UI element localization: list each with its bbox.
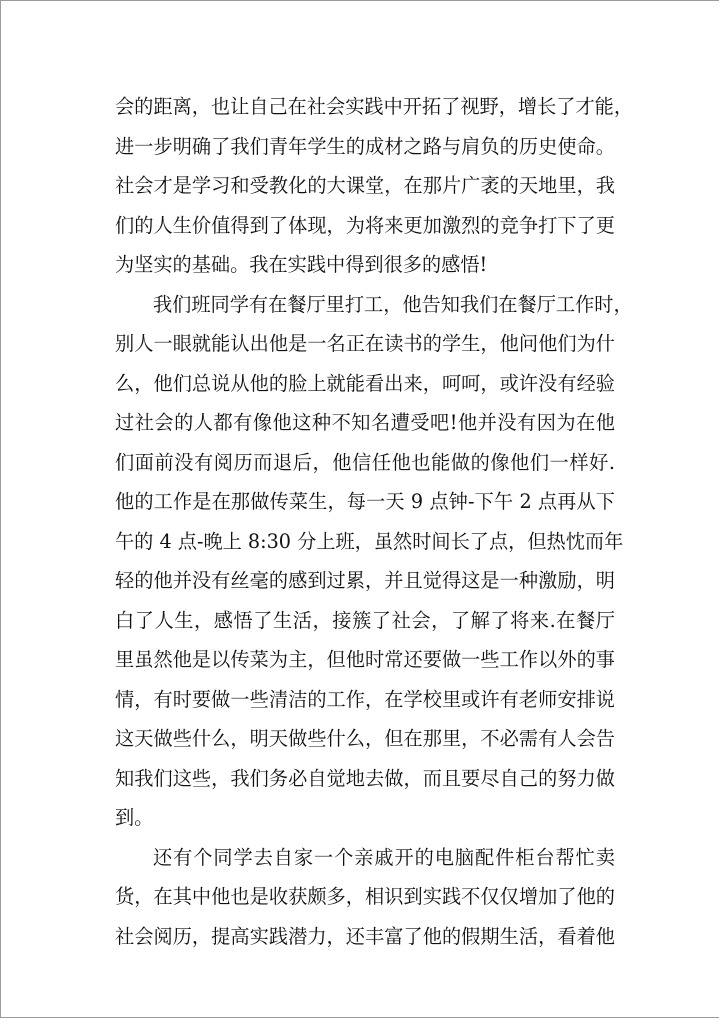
text-line: 别人一眼就能认出他是一名正在读书的学生，他问他们为什 [115,332,615,355]
text-line: 过社会的人都有像他这种不知名遭受吧!他并没有因为在他 [115,411,615,434]
text-line: 社会阅历，提高实践潜力，还丰富了他的假期生活，看着他 [115,924,615,948]
document-body [115,87,634,956]
paragraph-2 [115,285,633,838]
text-line: 么，他们总说从他的脸上就能看出来，呵呵，或许没有经验 [115,371,615,395]
text-line: 午的 4 点-晚上 8:30 分上班，虽然时间长了点，但热忱而年 [115,529,624,553]
text-line: 会的距离，也让自己在社会实践中开拓了视野，增长了才能， [115,95,634,118]
paragraph-3 [115,838,615,957]
text-line: 我们班同学有在餐厅里打工，他告知我们在餐厅工作时， [153,292,633,316]
text-line: 还有个同学去自家一个亲戚开的电脑配件柜台帮忙卖 [153,845,615,869]
text-line: 轻的他并没有丝毫的感到过累，并且觉得这是一种激励，明 [115,569,615,592]
text-line: 们的人生价值得到了体现，为将来更加激烈的竞争打下了更 [115,213,615,237]
text-line: 白了人生，感悟了生活，接簇了社会，了解了将来.在餐厅 [115,608,615,632]
text-line: 这天做些什么，明天做些什么，但在那里，不必需有人会告 [115,727,615,750]
text-line: 为坚实的基础。我在实践中得到很多的感悟! [115,253,488,276]
text-line: 知我们这些，我们务必自觉地去做，而且要尽自己的努力做 [115,766,615,790]
text-line: 里虽然他是以传菜为主，但他时常还要做一些工作以外的事 [115,648,615,671]
text-line: 社会才是学习和受教化的大课堂，在那片广袤的天地里，我 [115,174,615,197]
text-line: 们面前没有阅历而退后，他信任他也能做的像他们一样好. [115,450,615,474]
text-line: 他的工作是在那做传菜生，每一天 9 点钟-下午 2 点再从下 [115,490,615,513]
text-line: 到。 [115,806,154,829]
text-line: 进一步明确了我们青年学生的成材之路与肩负的历史使命。 [115,134,615,158]
text-line: 情，有时要做一些清洁的工作，在学校里或许有老师安排说 [115,687,615,711]
text-line: 货，在其中他也是收获颇多，相识到实践不仅仅增加了他的 [115,885,615,908]
paragraph-1 [115,87,634,285]
